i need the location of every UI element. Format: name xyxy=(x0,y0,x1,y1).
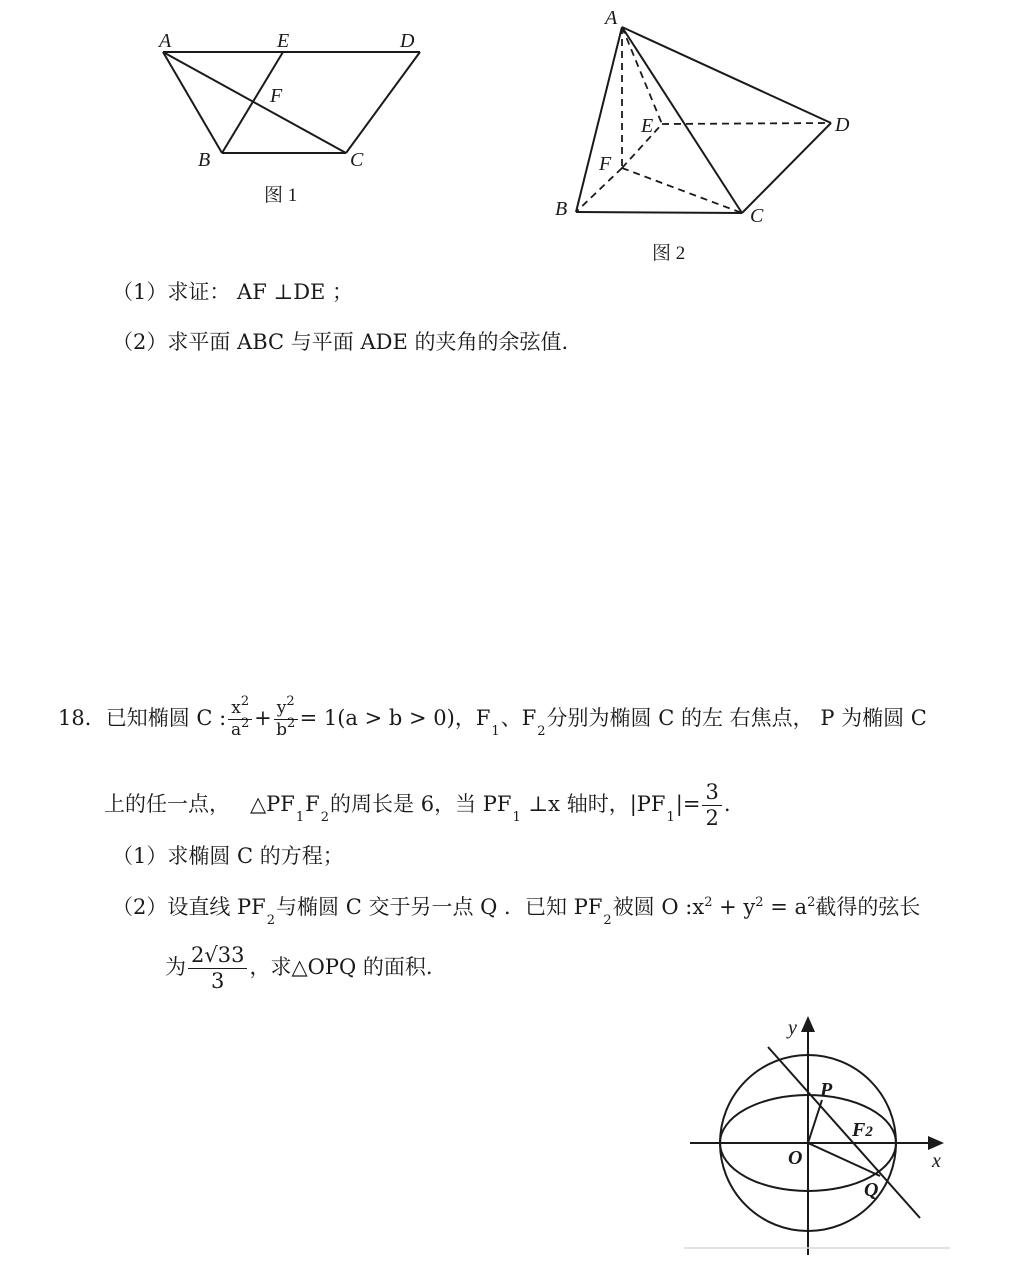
q18-condition: = 1(a > b > 0)， xyxy=(299,706,476,730)
label-b: B xyxy=(555,198,568,220)
label-x: x xyxy=(932,1150,941,1172)
line-pq xyxy=(768,1047,920,1218)
fraction-3-2: $\frac{3}{2}$ xyxy=(702,782,721,829)
label-c: C xyxy=(350,149,364,171)
label-a: A xyxy=(605,7,618,29)
label-y: y xyxy=(788,1017,797,1039)
x-axis-arrow xyxy=(928,1136,944,1150)
figure-1 xyxy=(150,25,440,210)
label-a: A xyxy=(159,30,172,52)
q17-part1: （1）求证： AF ⊥DE ； xyxy=(112,280,354,304)
figure-2 xyxy=(545,0,865,270)
edge-bc xyxy=(576,212,742,213)
q18-line5: 为 $\frac{2√33}{3}$ ，求△OPQ 的面积. xyxy=(165,943,433,993)
q18-part1: （1）求椭圆 C 的方程； xyxy=(112,844,344,868)
fraction-y2-b2: $\frac{y^2}{b^2}$ xyxy=(274,700,298,739)
edge-ab xyxy=(576,27,622,212)
q18-prefix: 18．已知椭圆 C : xyxy=(58,706,227,730)
edge-cd xyxy=(742,123,831,213)
label-b: B xyxy=(198,149,211,171)
fraction-x2-a2: $\frac{x^2}{a^2}$ xyxy=(228,700,252,739)
label-e: E xyxy=(277,30,290,52)
fraction-2sqrt33-3: $\frac{2√33}{3}$ xyxy=(188,945,247,992)
segment-op xyxy=(808,1100,822,1143)
q18-line4: （2）设直线 $PF_2$与椭圆 C 交于另一点 Q ．已知 $PF_2$被圆 O $:x^2 + y^2 = a^2$截得的弦长 xyxy=(112,895,921,928)
figure-1-caption: 图 1 xyxy=(264,185,298,206)
q18-line2: 上的任一点， $\triangle PF_1F_2$的周长是 6，当 $PF_1$ ⊥x 轴时，$|PF_1|=$ $\frac{3}{2}$ . xyxy=(104,780,731,830)
label-o: O xyxy=(788,1147,803,1169)
label-p: P xyxy=(820,1079,833,1101)
q18-line1: 18．已知椭圆 C : $\frac{x^2}{a^2}$ + $\frac{y^2}{b^2}$ = 1(a > b > 0)，$F_1$、$F_2$分别为椭圆 C 的左 右焦点， P 为椭圆 C xyxy=(58,694,927,740)
label-f2: F2 xyxy=(852,1119,873,1141)
segment-cd xyxy=(346,52,420,153)
label-f: F xyxy=(270,85,283,107)
figure-2-caption: 图 2 xyxy=(652,243,686,264)
label-f: F xyxy=(599,153,612,175)
segment-ac xyxy=(163,52,346,153)
q17-part2: （2）求平面 ABC 与平面 ADE 的夹角的余弦值. xyxy=(112,330,569,354)
label-d: D xyxy=(400,30,415,52)
figure-3 xyxy=(680,1010,960,1270)
y-axis-arrow xyxy=(801,1016,815,1032)
hidden-fc xyxy=(622,168,742,213)
label-d: D xyxy=(835,114,850,136)
hidden-ed xyxy=(662,123,831,124)
label-c: C xyxy=(750,205,764,227)
label-q: Q xyxy=(864,1179,879,1201)
label-e: E xyxy=(641,115,654,137)
